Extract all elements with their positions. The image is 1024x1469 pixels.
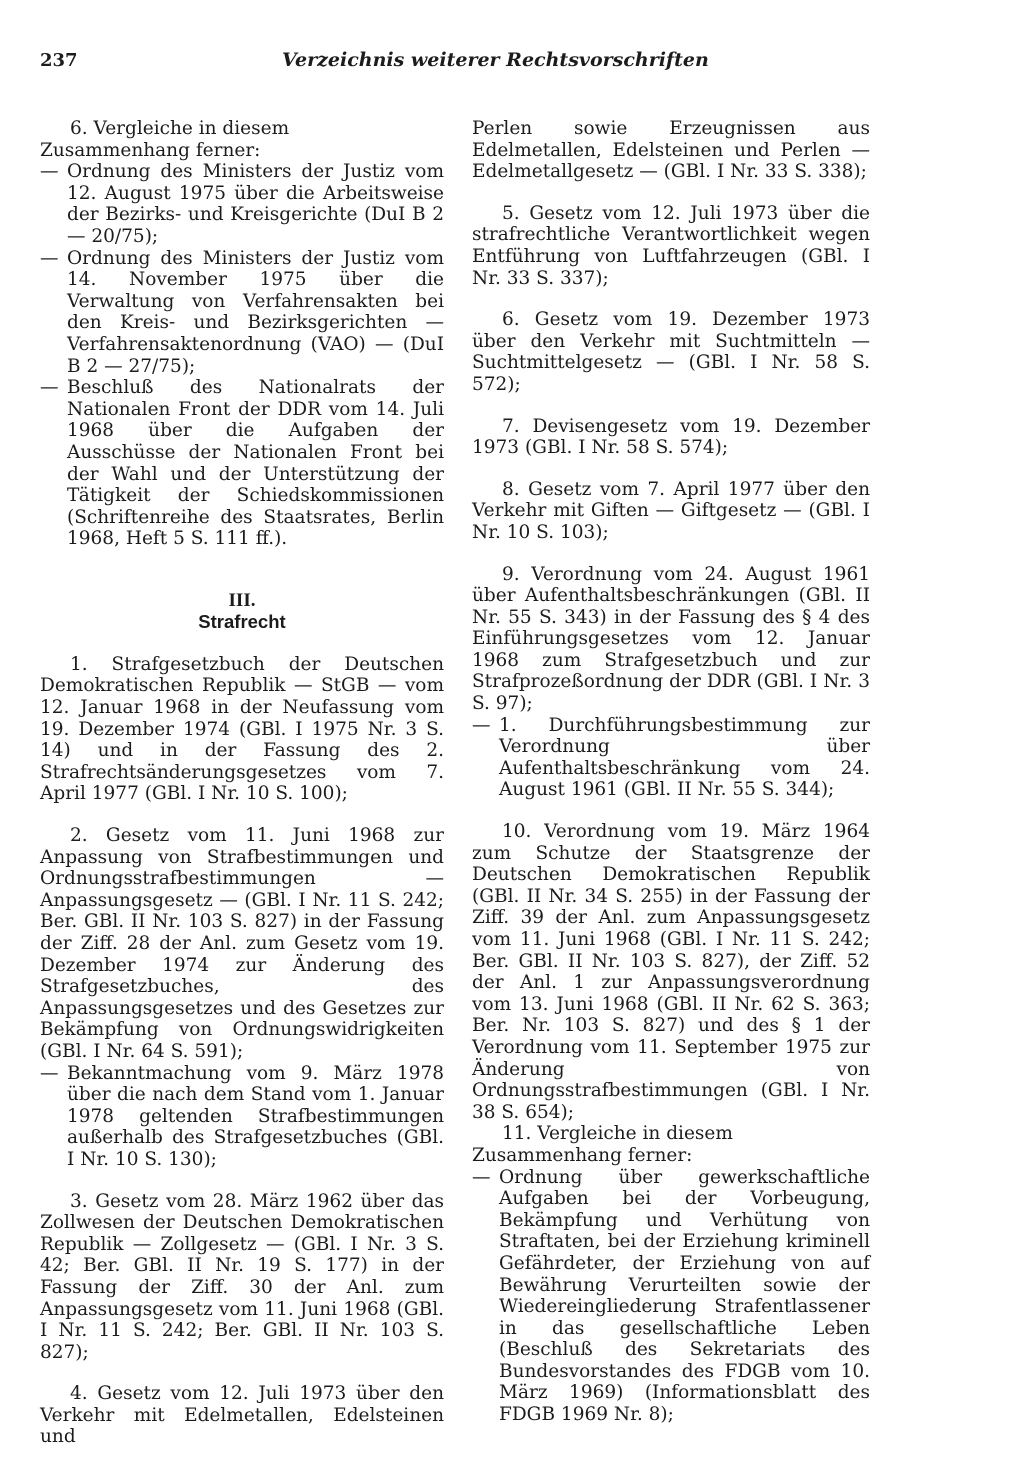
item-6-bullet-3: — Beschluß des Nationalrats der Nationalen Front der DDR vom 14. Juli 1968 über die Aufgaben der Ausschüsse der Nationalen Front bei der Wahl und der Unterstützung der Tätigkeit der Schiedskommissionen (Schriftenreihe des Staatsrates, Berlin 1968, Heft 5 S. 111 ff.). [40, 377, 444, 550]
right-column [472, 118, 870, 1426]
running-title: Verzeichnis weiterer Rechtsvorschriften [282, 49, 709, 71]
item-6-bullet-2: — Ordnung des Ministers der Justiz vom 14. November 1975 über die Verwaltung von Verfahrensakten bei den Kreis- und Bezirksgerichten — Verfahrensaktenordnung (VAO) — (DuI B 2 — 27/75); [40, 248, 444, 378]
strafrecht-item-4-continued: Perlen sowie Erzeugnissen aus Edelmetallen, Edelsteinen und Perlen — Edelmetallgesetz — (GBl. I Nr. 33 S. 338); [472, 118, 870, 183]
strafrecht-item-3: 3. Gesetz vom 28. März 1962 über das Zollwesen der Deutschen Demokratischen Republik — Zollgesetz — (GBl. I Nr. 3 S. 42; Ber. GBl. II Nr. 19 S. 177) in der Fassung der Ziff. 30 der Anl. zum Anpassungsgesetz vom 11. Juni 1968 (GBl. I Nr. 11 S. 242; Ber. GBl. II Nr. 103 S. 827); [40, 1190, 444, 1363]
strafrecht-item-10: 10. Verordnung vom 19. März 1964 zum Schutze der Staatsgrenze der Deutschen Demokratischen Republik (GBl. II Nr. 34 S. 255) in der Fassung der Ziff. 39 der Anl. zum Anpassungsgesetz vom 11. Juni 1968 (GBl. I Nr. 11 S. 242; Ber. GBl. II Nr. 103 S. 827), der Ziff. 52 der Anl. 1 zur Anpassungsverordnung vom 13. Juni 1968 (GBl. II Nr. 62 S. 363; Ber. Nr. 103 S. 827) und des § 1 der Verordnung vom 11. September 1975 zur Änderung von Ordnungsstrafbestimmungen (GBl. I Nr. 38 S. 654); [472, 821, 870, 1123]
page-number: 237 [40, 50, 78, 71]
strafrecht-item-11-intro: 11. Vergleiche in diesem Zusammenhang ferner: [472, 1123, 733, 1166]
section-numeral: III. [228, 589, 256, 611]
strafrecht-item-11-bullet: — Ordnung über gewerkschaftliche Aufgaben bei der Vorbeugung, Bekämpfung und Verhütung von Straftaten, bei der Erziehung kriminell Gefährdeter, der Erziehung von auf Bewährung Verurteilten sowie der Wiedereingliederung Strafentlassener in das gesellschaftliche Leben (Beschluß des Sekretariats des Bundesvorstandes des FDGB vom 10. März 1969) (Informationsblatt des FDGB 1969 Nr. 8); [472, 1167, 870, 1426]
strafrecht-item-6: 6. Gesetz vom 19. Dezember 1973 über den Verkehr mit Suchtmitteln — Suchtmittelgesetz — (GBl. I Nr. 58 S. 572); [472, 309, 870, 395]
strafrecht-item-2-bullet: — Bekanntmachung vom 9. März 1978 über die nach dem Stand vom 1. Januar 1978 geltenden Strafbestimmungen außerhalb des Strafgesetzbuches (GBl. I Nr. 10 S. 130); [40, 1063, 444, 1171]
section-heading [40, 590, 444, 632]
page-header [40, 49, 709, 76]
item-6-intro: 6. Vergleiche in diesem Zusammenhang ferner: [40, 118, 290, 161]
strafrecht-item-4-start: 4. Gesetz vom 12. Juli 1973 über den Verkehr mit Edelmetallen, Edelsteinen und [40, 1383, 444, 1448]
left-column [40, 118, 444, 1448]
strafrecht-item-7: 7. Devisengesetz vom 19. Dezember 1973 (GBl. I Nr. 58 S. 574); [472, 415, 870, 459]
strafrecht-item-8: 8. Gesetz vom 7. April 1977 über den Verkehr mit Giften — Giftgesetz — (GBl. I Nr. 10 S. 103); [472, 478, 870, 543]
strafrecht-item-9-bullet: — 1. Durchführungsbestimmung zur Verordnung über Aufenthaltsbeschränkung vom 24. August 1961 (GBl. II Nr. 55 S. 344); [472, 715, 870, 801]
section-title: Strafrecht [198, 610, 286, 632]
strafrecht-item-2: 2. Gesetz vom 11. Juni 1968 zur Anpassung von Strafbestimmungen und Ordnungsstrafbestimmungen — Anpassungsgesetz — (GBl. I Nr. 11 S. 242; Ber. GBl. II Nr. 103 S. 827) in der Fassung der Ziff. 28 der Anl. zum Gesetz vom 19. Dezember 1974 zur Änderung des Strafgesetzbuches, des Anpassungsgesetzes und des Gesetzes zur Bekämpfung von Ordnungswidrigkeiten (GBl. I Nr. 64 S. 591); [40, 825, 444, 1062]
strafrecht-item-1: 1. Strafgesetzbuch der Deutschen Demokratischen Republik — StGB — vom 12. Januar 1968 in der Neufassung vom 19. Dezember 1974 (GBl. I 1975 Nr. 3 S. 14) und in der Fassung des 2. Strafrechtsänderungsgesetzes vom 7. April 1977 (GBl. I Nr. 10 S. 100); [40, 653, 444, 805]
item-6-bullet-1: — Ordnung des Ministers der Justiz vom 12. August 1975 über die Arbeitsweise der Bezirks- und Kreisgerichte (DuI B 2 — 20/75); [40, 161, 444, 247]
strafrecht-item-5: 5. Gesetz vom 12. Juli 1973 über die strafrechtliche Verantwortlichkeit wegen Entführung von Luftfahrzeugen (GBl. I Nr. 33 S. 337); [472, 202, 870, 289]
strafrecht-item-9: 9. Verordnung vom 24. August 1961 über Aufenthaltsbeschränkungen (GBl. II Nr. 55 S. 343) in der Fassung des § 4 des Einführungsgesetzes vom 12. Januar 1968 zum Strafgesetzbuch und zur Strafprozeßordnung der DDR (GBl. I Nr. 3 S. 97); [472, 563, 870, 715]
